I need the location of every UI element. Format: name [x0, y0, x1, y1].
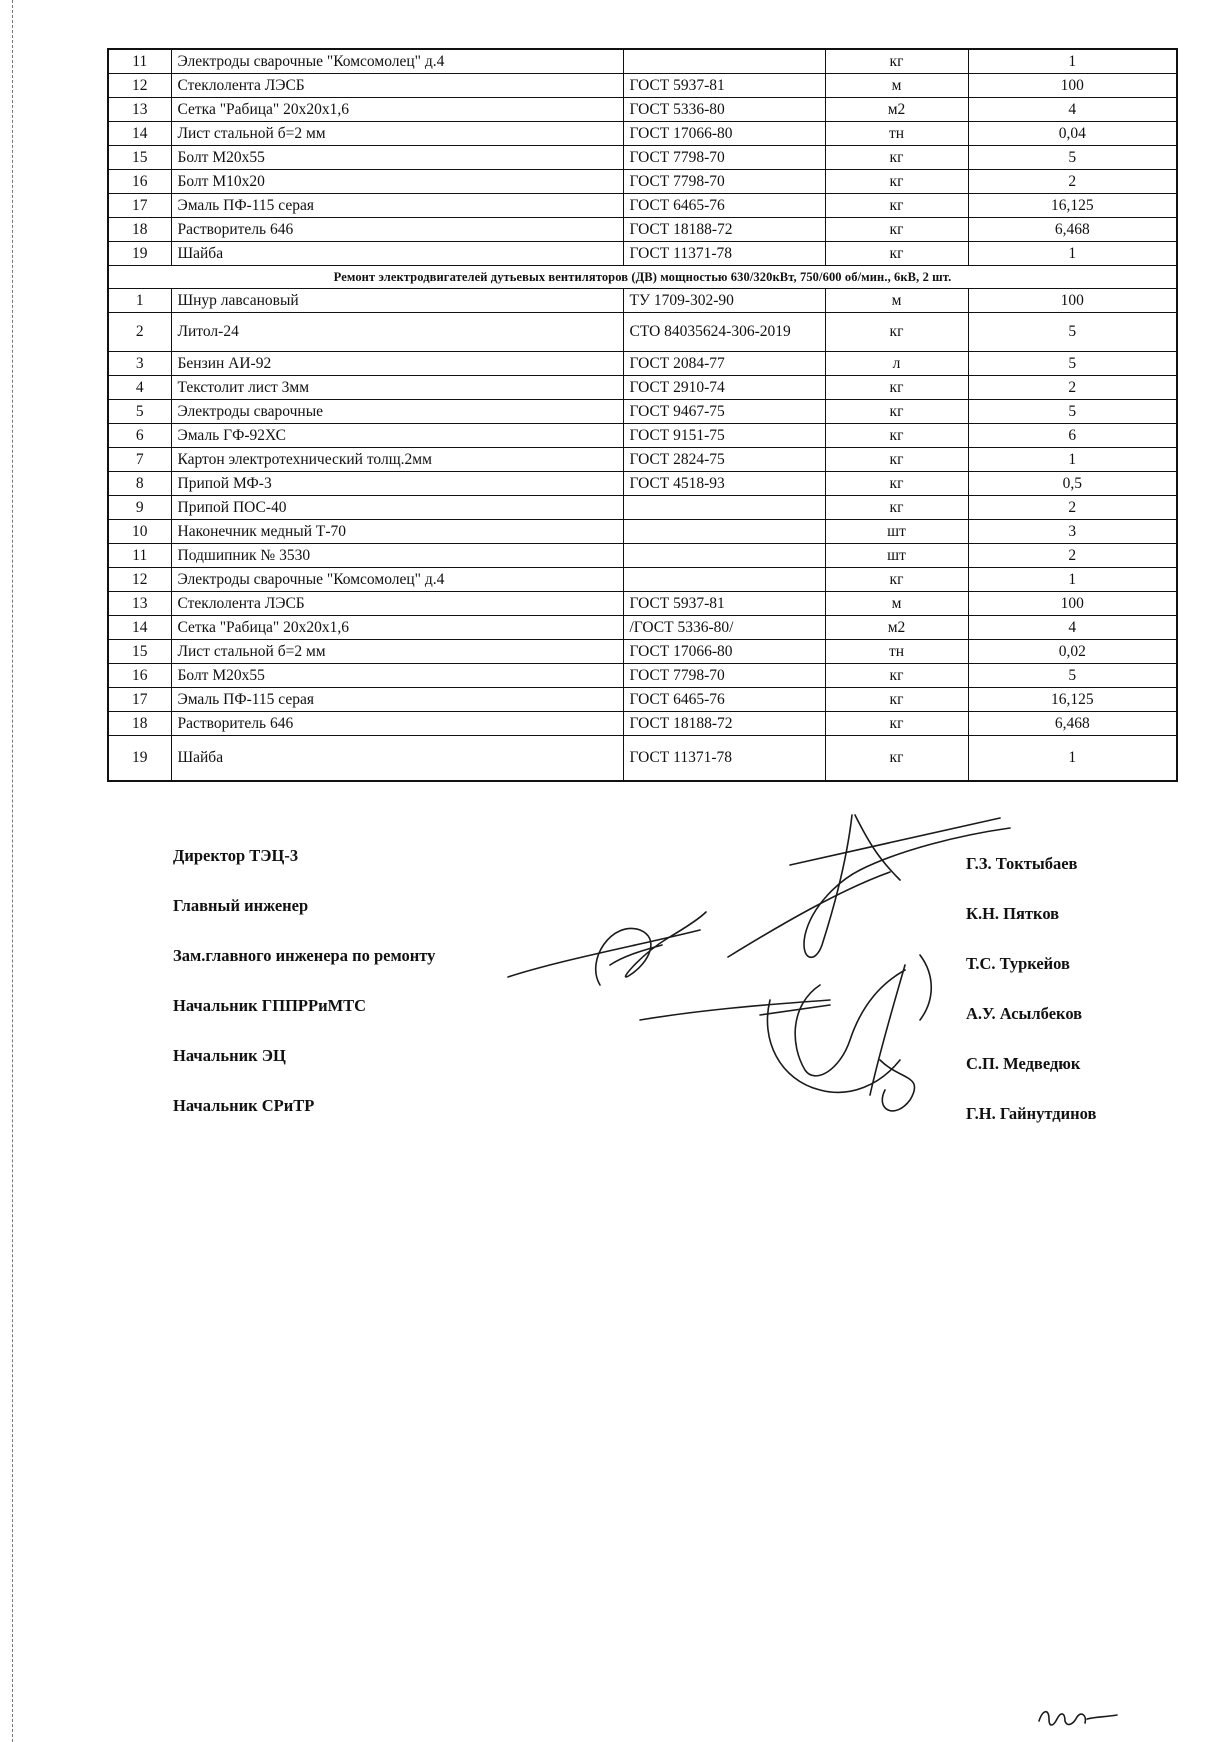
- standard-cell: ГОСТ 11371-78: [623, 736, 825, 782]
- standard-cell: ГОСТ 5937-81: [623, 592, 825, 616]
- row-number-cell: 14: [108, 122, 171, 146]
- row-number-cell: 19: [108, 242, 171, 266]
- unit-cell: кг: [825, 194, 968, 218]
- table-row: [108, 74, 1177, 98]
- quantity-cell: 4: [968, 98, 1177, 122]
- unit-cell: тн: [825, 640, 968, 664]
- row-number-cell: 15: [108, 146, 171, 170]
- quantity-cell: 1: [968, 242, 1177, 266]
- material-name-cell: Бензин АИ-92: [171, 352, 623, 376]
- standard-cell: ГОСТ 11371-78: [623, 242, 825, 266]
- material-name-cell: Эмаль ГФ-92ХС: [171, 424, 623, 448]
- quantity-cell: 1: [968, 448, 1177, 472]
- standard-cell: ГОСТ 9467-75: [623, 400, 825, 424]
- unit-cell: л: [825, 352, 968, 376]
- table-row: [108, 448, 1177, 472]
- row-number-cell: 12: [108, 568, 171, 592]
- row-number-cell: 3: [108, 352, 171, 376]
- row-number-cell: 11: [108, 544, 171, 568]
- row-number-cell: 10: [108, 520, 171, 544]
- unit-cell: кг: [825, 472, 968, 496]
- row-number-cell: 11: [108, 49, 171, 74]
- signatory-name: К.Н. Пятков: [966, 904, 1060, 923]
- section-heading: Ремонт электродвигателей дутьевых вентиляторов (ДВ) мощностью 630/320кВт, 750/600 об/мин., 6кВ, 2 шт.: [108, 266, 1177, 289]
- unit-cell: м2: [825, 98, 968, 122]
- quantity-cell: 1: [968, 49, 1177, 74]
- unit-cell: м: [825, 74, 968, 98]
- standard-cell: ГОСТ 7798-70: [623, 146, 825, 170]
- quantity-cell: 5: [968, 352, 1177, 376]
- standard-cell: ГОСТ 9151-75: [623, 424, 825, 448]
- row-number-cell: 6: [108, 424, 171, 448]
- row-number-cell: 18: [108, 218, 171, 242]
- row-number-cell: 19: [108, 736, 171, 782]
- table-row: [108, 472, 1177, 496]
- material-name-cell: Литол-24: [171, 313, 623, 352]
- section-heading-group: [108, 266, 1177, 289]
- page-initials-mark: [1035, 1703, 1125, 1733]
- table-row: [108, 194, 1177, 218]
- unit-cell: кг: [825, 496, 968, 520]
- unit-cell: кг: [825, 424, 968, 448]
- row-number-cell: 18: [108, 712, 171, 736]
- material-name-cell: Текстолит лист 3мм: [171, 376, 623, 400]
- unit-cell: кг: [825, 400, 968, 424]
- standard-cell: ГОСТ 18188-72: [623, 218, 825, 242]
- quantity-cell: 2: [968, 496, 1177, 520]
- table-row: [108, 98, 1177, 122]
- table-row: [108, 218, 1177, 242]
- quantity-cell: 6,468: [968, 218, 1177, 242]
- quantity-cell: 100: [968, 289, 1177, 313]
- quantity-cell: 0,5: [968, 472, 1177, 496]
- unit-cell: кг: [825, 736, 968, 782]
- row-number-cell: 17: [108, 688, 171, 712]
- row-number-cell: 17: [108, 194, 171, 218]
- unit-cell: м: [825, 592, 968, 616]
- table-row: [108, 313, 1177, 352]
- material-name-cell: Электроды сварочные "Комсомолец" д.4: [171, 568, 623, 592]
- standard-cell: ГОСТ 6465-76: [623, 194, 825, 218]
- table-row: [108, 568, 1177, 592]
- signatory-name: А.У. Асылбеков: [966, 1004, 1083, 1023]
- material-name-cell: Подшипник № 3530: [171, 544, 623, 568]
- unit-cell: кг: [825, 376, 968, 400]
- signatory-name: Г.З. Токтыбаев: [966, 854, 1078, 873]
- row-number-cell: 1: [108, 289, 171, 313]
- standard-cell: ГОСТ 17066-80: [623, 122, 825, 146]
- standard-cell: СТО 84035624-306-2019: [623, 313, 825, 352]
- table-row: [108, 376, 1177, 400]
- signatory-name: С.П. Медведюк: [966, 1054, 1081, 1073]
- unit-cell: кг: [825, 146, 968, 170]
- material-name-cell: Припой МФ-3: [171, 472, 623, 496]
- unit-cell: м2: [825, 616, 968, 640]
- table-row: [108, 49, 1177, 74]
- row-number-cell: 9: [108, 496, 171, 520]
- standard-cell: /ГОСТ 5336-80/: [623, 616, 825, 640]
- standard-cell: ТУ 1709-302-90: [623, 289, 825, 313]
- standard-cell: ГОСТ 4518-93: [623, 472, 825, 496]
- material-name-cell: Картон электротехнический толщ.2мм: [171, 448, 623, 472]
- row-number-cell: 7: [108, 448, 171, 472]
- table-row: [108, 544, 1177, 568]
- table-row: [108, 352, 1177, 376]
- table-row: [108, 520, 1177, 544]
- materials-table-body-part-b: [108, 289, 1177, 782]
- material-name-cell: Стеклолента ЛЭСБ: [171, 74, 623, 98]
- standard-cell: ГОСТ 5336-80: [623, 98, 825, 122]
- row-number-cell: 16: [108, 170, 171, 194]
- row-number-cell: 13: [108, 98, 171, 122]
- row-number-cell: 5: [108, 400, 171, 424]
- row-number-cell: 2: [108, 313, 171, 352]
- materials-table-body-part-a: [108, 49, 1177, 266]
- material-name-cell: Электроды сварочные: [171, 400, 623, 424]
- standard-cell: [623, 49, 825, 74]
- material-name-cell: Электроды сварочные "Комсомолец" д.4: [171, 49, 623, 74]
- standard-cell: [623, 568, 825, 592]
- quantity-cell: 5: [968, 400, 1177, 424]
- quantity-cell: 5: [968, 664, 1177, 688]
- quantity-cell: 1: [968, 736, 1177, 782]
- quantity-cell: 5: [968, 313, 1177, 352]
- table-row: [108, 592, 1177, 616]
- unit-cell: кг: [825, 313, 968, 352]
- quantity-cell: 0,02: [968, 640, 1177, 664]
- material-name-cell: Болт М20х55: [171, 664, 623, 688]
- table-row: [108, 712, 1177, 736]
- material-name-cell: Шнур лавсановый: [171, 289, 623, 313]
- material-name-cell: Лист стальной б=2 мм: [171, 122, 623, 146]
- unit-cell: шт: [825, 520, 968, 544]
- material-name-cell: Припой ПОС-40: [171, 496, 623, 520]
- signatory-title: Директор ТЭЦ-3: [173, 846, 299, 865]
- table-row: [108, 122, 1177, 146]
- material-name-cell: Сетка "Рабица" 20х20х1,6: [171, 98, 623, 122]
- material-name-cell: Шайба: [171, 736, 623, 782]
- unit-cell: кг: [825, 49, 968, 74]
- quantity-cell: 5: [968, 146, 1177, 170]
- unit-cell: кг: [825, 448, 968, 472]
- material-name-cell: Стеклолента ЛЭСБ: [171, 592, 623, 616]
- material-name-cell: Эмаль ПФ-115 серая: [171, 688, 623, 712]
- table-row: [108, 688, 1177, 712]
- quantity-cell: 1: [968, 568, 1177, 592]
- signatory-name: Г.Н. Гайнутдинов: [966, 1104, 1097, 1123]
- signatory-title: Начальник СРиТР: [173, 1096, 315, 1115]
- row-number-cell: 16: [108, 664, 171, 688]
- signatory-title: Начальник ГППРРиМТС: [173, 996, 367, 1015]
- binding-edge-line: [12, 0, 13, 1742]
- quantity-cell: 100: [968, 592, 1177, 616]
- standard-cell: ГОСТ 2084-77: [623, 352, 825, 376]
- row-number-cell: 4: [108, 376, 171, 400]
- table-row: [108, 400, 1177, 424]
- standard-cell: ГОСТ 17066-80: [623, 640, 825, 664]
- standard-cell: [623, 544, 825, 568]
- material-name-cell: Эмаль ПФ-115 серая: [171, 194, 623, 218]
- quantity-cell: 16,125: [968, 688, 1177, 712]
- signatory-title: Начальник ЭЦ: [173, 1046, 286, 1065]
- material-name-cell: Лист стальной б=2 мм: [171, 640, 623, 664]
- unit-cell: тн: [825, 122, 968, 146]
- row-number-cell: 14: [108, 616, 171, 640]
- unit-cell: кг: [825, 218, 968, 242]
- quantity-cell: 16,125: [968, 194, 1177, 218]
- material-name-cell: Болт М10х20: [171, 170, 623, 194]
- section-heading-row: [108, 266, 1177, 289]
- unit-cell: кг: [825, 568, 968, 592]
- unit-cell: кг: [825, 664, 968, 688]
- standard-cell: ГОСТ 7798-70: [623, 170, 825, 194]
- row-number-cell: 13: [108, 592, 171, 616]
- quantity-cell: 3: [968, 520, 1177, 544]
- unit-cell: кг: [825, 688, 968, 712]
- unit-cell: шт: [825, 544, 968, 568]
- unit-cell: кг: [825, 712, 968, 736]
- table-row: [108, 640, 1177, 664]
- standard-cell: ГОСТ 18188-72: [623, 712, 825, 736]
- unit-cell: кг: [825, 170, 968, 194]
- table-row: [108, 496, 1177, 520]
- materials-table: [107, 48, 1178, 782]
- standard-cell: ГОСТ 2910-74: [623, 376, 825, 400]
- table-row: [108, 170, 1177, 194]
- material-name-cell: Сетка "Рабица" 20х20х1,6: [171, 616, 623, 640]
- table-row: [108, 736, 1177, 782]
- quantity-cell: 6,468: [968, 712, 1177, 736]
- quantity-cell: 100: [968, 74, 1177, 98]
- quantity-cell: 2: [968, 376, 1177, 400]
- table-row: [108, 146, 1177, 170]
- material-name-cell: Растворитель 646: [171, 712, 623, 736]
- signatory-title: Главный инженер: [173, 896, 309, 915]
- standard-cell: ГОСТ 7798-70: [623, 664, 825, 688]
- standard-cell: ГОСТ 6465-76: [623, 688, 825, 712]
- table-row: [108, 289, 1177, 313]
- row-number-cell: 15: [108, 640, 171, 664]
- quantity-cell: 2: [968, 170, 1177, 194]
- standard-cell: [623, 496, 825, 520]
- unit-cell: кг: [825, 242, 968, 266]
- signatory-name: Т.С. Туркейов: [966, 954, 1070, 973]
- unit-cell: м: [825, 289, 968, 313]
- material-name-cell: Болт М20х55: [171, 146, 623, 170]
- table-row: [108, 424, 1177, 448]
- standard-cell: ГОСТ 2824-75: [623, 448, 825, 472]
- table-row: [108, 242, 1177, 266]
- row-number-cell: 8: [108, 472, 171, 496]
- quantity-cell: 4: [968, 616, 1177, 640]
- material-name-cell: Шайба: [171, 242, 623, 266]
- signatory-title: Зам.главного инженера по ремонту: [173, 946, 436, 965]
- quantity-cell: 6: [968, 424, 1177, 448]
- row-number-cell: 12: [108, 74, 171, 98]
- material-name-cell: Наконечник медный Т-70: [171, 520, 623, 544]
- quantity-cell: 2: [968, 544, 1177, 568]
- table-row: [108, 616, 1177, 640]
- standard-cell: ГОСТ 5937-81: [623, 74, 825, 98]
- table-row: [108, 664, 1177, 688]
- standard-cell: [623, 520, 825, 544]
- material-name-cell: Растворитель 646: [171, 218, 623, 242]
- quantity-cell: 0,04: [968, 122, 1177, 146]
